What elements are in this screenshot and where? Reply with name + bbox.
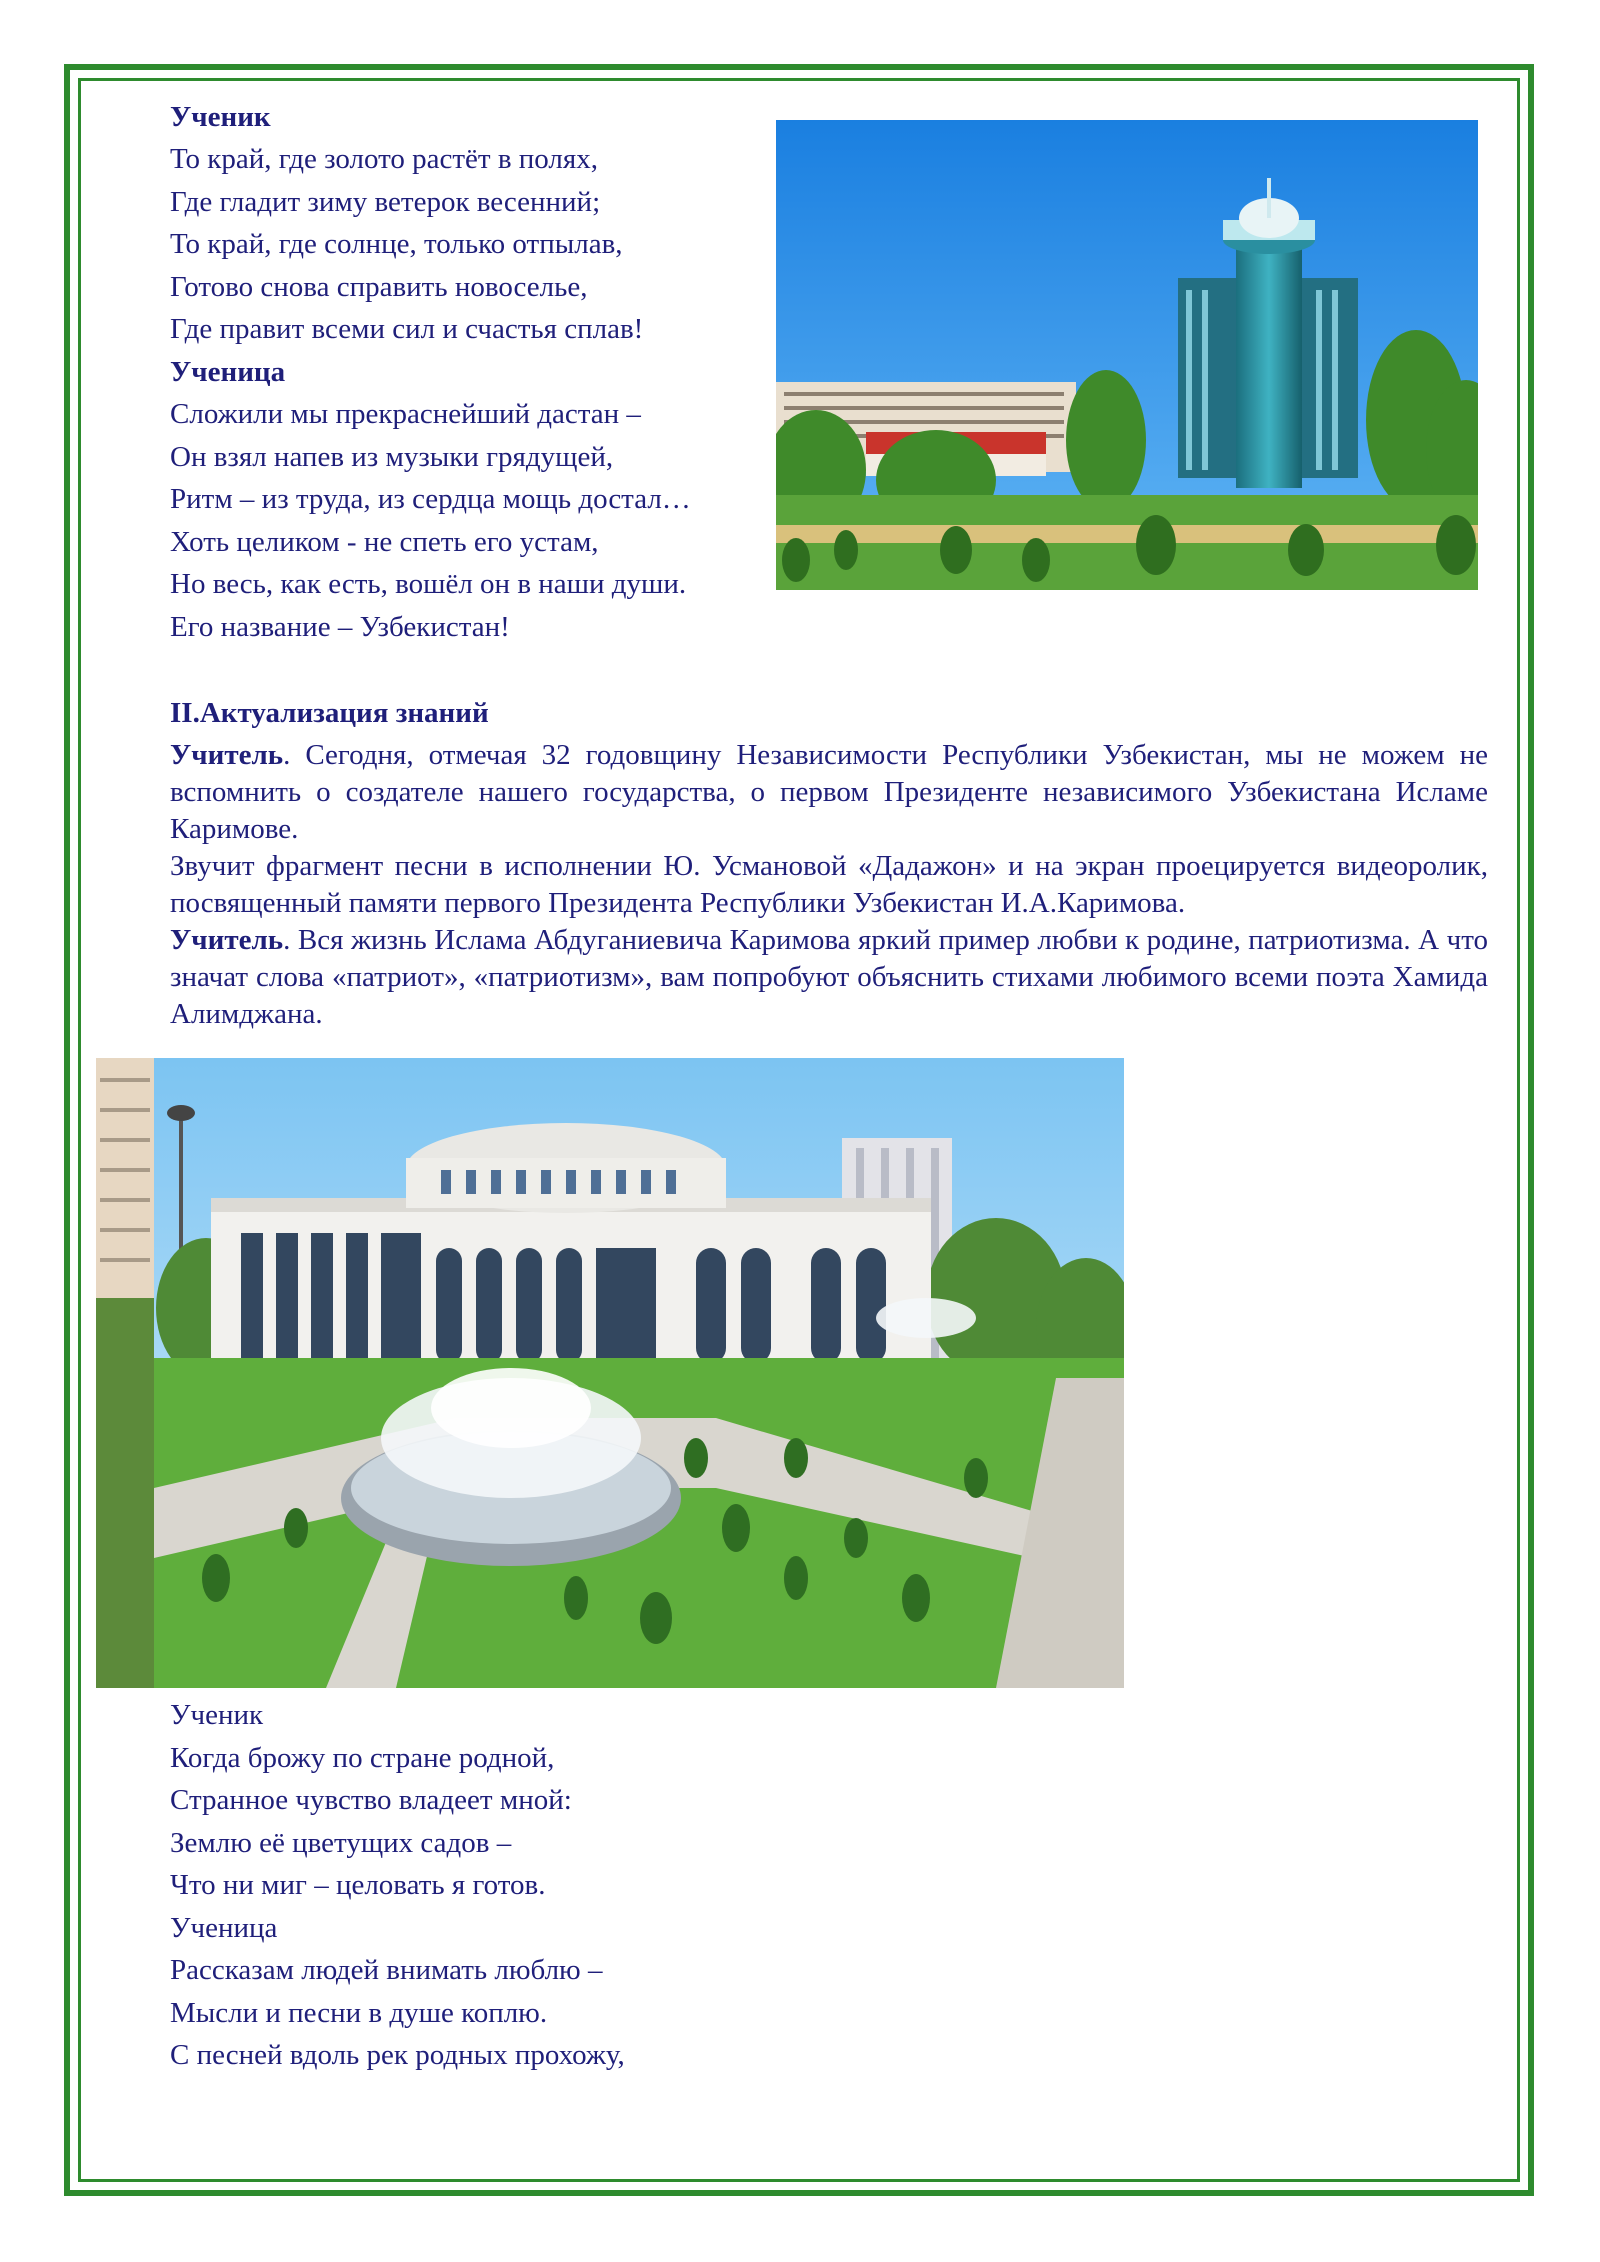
poem1-line: Ритм – из труда, из сердца мощь достал… [170, 483, 691, 515]
song-paragraph: Звучит фрагмент песни в исполнении Ю. Усмановой «Дадажон» и на экран проецируется видеоролик, посвященный памяти первого Президента Республики Узбекистан И.А.Каримова. [170, 850, 1488, 919]
teacher-paragraph-1 [170, 737, 1488, 848]
poem2-line: Что ни миг – целовать я готов. [170, 1869, 546, 1901]
poem1-line: Готово снова справить новоселье, [170, 271, 588, 303]
poem2-speaker-student: Ученик [170, 1699, 264, 1731]
poem1-line: Сложили мы прекраснейший дастан – [170, 398, 641, 430]
teacher-paragraph-2 [170, 922, 1488, 1033]
poem1-line: То край, где солнце, только отпылав, [170, 228, 623, 260]
poem2-line: Рассказам людей внимать люблю – [170, 1954, 603, 1986]
poem1-line: То край, где золото растёт в полях, [170, 143, 598, 175]
poem2-speaker-student-girl: Ученица [170, 1912, 278, 1944]
section-heading: II.Актуализация знаний [170, 697, 489, 729]
poem1-line: Его название – Узбекистан! [170, 611, 510, 643]
poem1-line: Но весь, как есть, вошёл он в наши души. [170, 568, 687, 600]
poem2-line: Землю её цветущих садов – [170, 1827, 512, 1859]
poem1-line: Где правит всеми сил и счастья сплав! [170, 313, 644, 345]
poem2-line: Странное чувство владеет мной: [170, 1784, 572, 1816]
poem1-speaker-student: Ученик [170, 101, 271, 133]
teacher-paragraph-2-text: . Вся жизнь Ислама Абдуганиевича Каримова яркий пример любви к родине, патриотизма. А что значат слова «патриот», «патриотизм», вам попробуют объяснить стихами любимого всеми поэта Хамида Алимджана. [170, 924, 1488, 1030]
poem1-speaker-student-girl: Ученица [170, 356, 286, 388]
palace-fountain-photo [96, 1058, 1124, 1688]
teacher-paragraph-1-text: . Сегодня, отмечая 32 годовщину Независимости Республики Узбекистан, мы не можем не вспомнить о создателе нашего государства, о первом Президенте независимого Узбекистана Исламе Каримове. [170, 739, 1488, 845]
teacher-label: Учитель [170, 739, 284, 771]
poem1-line: Где гладит зиму ветерок весенний; [170, 186, 601, 218]
poem1-line: Он взял напев из музыки грядущей, [170, 441, 614, 473]
poem1-line: Хоть целиком - не спеть его устам, [170, 526, 599, 558]
poem2-line: Мысли и песни в душе коплю. [170, 1997, 548, 2029]
poem2-line: С песней вдоль рек родных прохожу, [170, 2039, 625, 2071]
tashkent-tower-photo [776, 120, 1478, 590]
teacher-label: Учитель [170, 924, 284, 956]
poem2-line: Когда брожу по стране родной, [170, 1742, 555, 1774]
